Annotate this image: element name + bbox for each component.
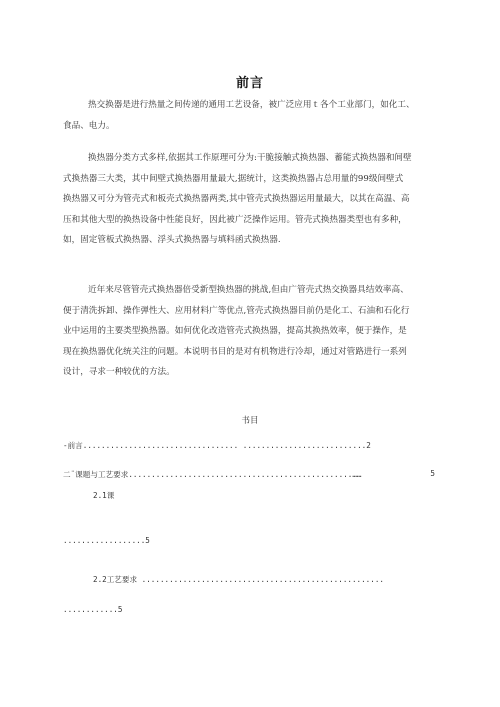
paragraph-1 (63, 95, 435, 136)
paragraph-line: 便于清洗拆卸、操作弹性大、应用材料广等优点,管壳式换热器目前仍是化工、石油和石化行 (63, 305, 410, 316)
paragraph-line: 热交换器是进行热量之间传递的通用工艺设备，被广泛应用ｔ各个工业部门，如化工、 (88, 100, 415, 110)
toc-entry-section-2-1-page: ..................5 (63, 536, 150, 545)
toc-entry-requirements[interactable] (63, 469, 435, 480)
toc-entry-section-2-2[interactable]: 2.2工艺要求 ..................................................... (93, 575, 384, 584)
paragraph-line: 式换热器三大类，其中间壁式换热器用量最大,据统计，这类换热器占总用量的99级间壁式 (63, 173, 404, 184)
toc-entry-section-2-2-page: ............5 (63, 605, 123, 614)
toc-title: 书目 (241, 416, 259, 426)
paragraph-line: 现在换热器优化统关注的问题。本说明书目的是对有机物进行冷却，通过对管路进行一系列 (63, 346, 407, 357)
paragraph-2 (63, 148, 435, 251)
paragraph-line: 如，固定管板式换热器、浮头式换热器与填料函式换热器. (63, 235, 281, 245)
paragraph-line: 换热器分类方式多样,依据其工作原理可分为:干脆接触式换热器、蓄能式换热器和间壁 (88, 153, 412, 163)
paragraph-line: 食品、电力。 (63, 120, 115, 131)
paragraph-3 (63, 280, 435, 383)
toc-page-number: 5 (430, 469, 435, 478)
paragraph-line: 业中运用的主要类型换热器。如何优化改造管壳式换热器，提高其换热效率，便于操作，是 (63, 326, 407, 336)
toc-entry-preface[interactable]: -前言.................................. ...........................2 (63, 441, 371, 450)
paragraph-line: 压和其他大型的换热设备中性能良好，因此被广泛操作运用。管壳式换热器类型也有多种， (63, 214, 407, 225)
page-title: 前言 (235, 76, 264, 91)
paragraph-line: 近年来尽管管壳式换热器倍受新型换热器的挑战,但由广管壳式热交换器具结效率高、 (88, 285, 409, 295)
toc-entry-section-2-1[interactable]: 2.1课 (93, 491, 115, 500)
paragraph-line: 换热器又可分为管壳式和板壳式换热器两类,其中管壳式换热器运用量最大，以其在高温、高 (63, 194, 410, 204)
toc-entry-label: 二¨课题与工艺要求.................................................…… (63, 470, 362, 479)
paragraph-line: 设计，寻求一种较优的方法。 (63, 367, 175, 377)
